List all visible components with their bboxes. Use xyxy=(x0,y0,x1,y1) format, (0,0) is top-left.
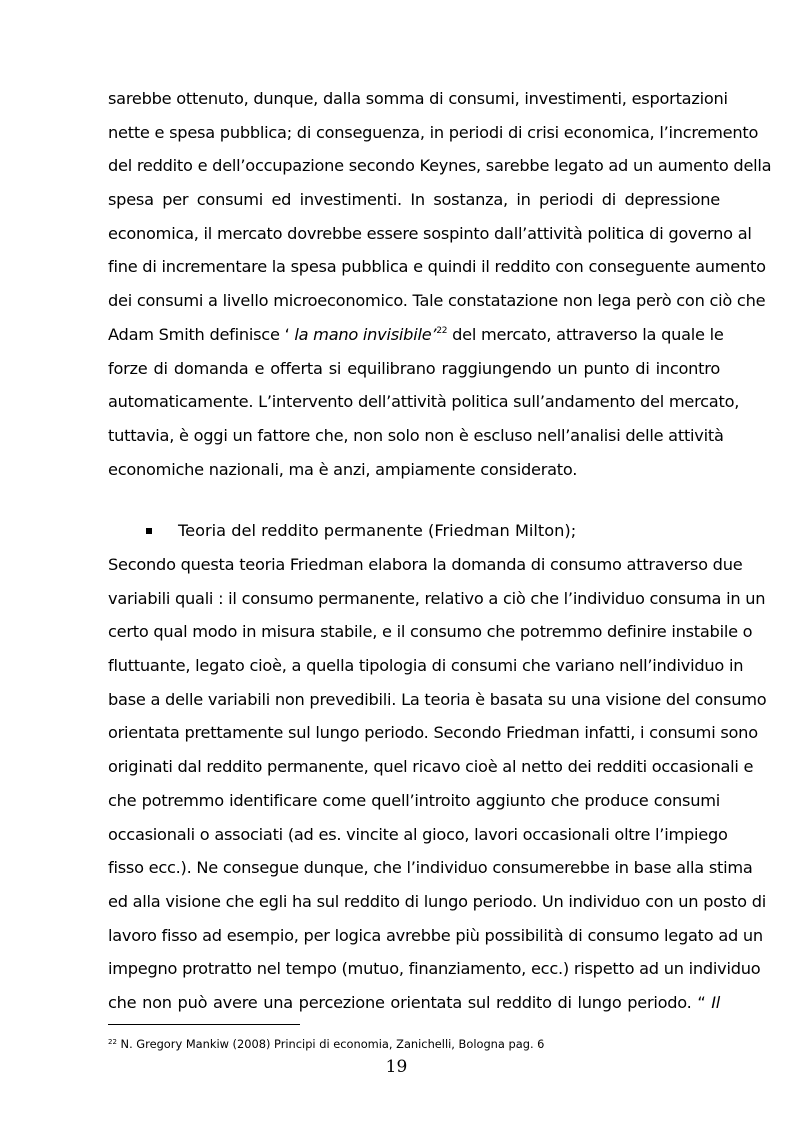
text-line: Secondo questa teoria Friedman elabora la domanda di consumo attraverso due xyxy=(108,555,743,574)
text-line: fine di incrementare la spesa pubblica e quindi il reddito con conseguente aumento xyxy=(108,257,766,277)
footnote xyxy=(108,1037,544,1051)
text-line: forze di domanda e offerta si equilibrano raggiungendo un punto di incontro xyxy=(108,358,720,378)
quote-start: Il xyxy=(711,992,720,1012)
text-line: dei consumi a livello microeconomico. Tale constatazione non lega però con ciò che xyxy=(108,291,766,311)
text-line: economiche nazionali, ma è anzi, ampiamente considerato. xyxy=(108,459,578,479)
text-line: certo qual modo in misura stabile, e il consumo che potremmo definire instabile o xyxy=(108,622,753,642)
footnote-separator xyxy=(108,1024,300,1025)
text-line: fisso ecc.). Ne consegue dunque, che l’individuo consumerebbe in base alla stima xyxy=(108,858,753,878)
text-line: economica, il mercato dovrebbe essere sospinto dall’attività politica di governo al xyxy=(108,223,752,243)
text-line: variabili quali : il consumo permanente, relativo a ciò che l’individuo consuma in un xyxy=(108,588,766,608)
text-line: automaticamente. L’intervento dell’attività politica sull’andamento del mercato, xyxy=(108,392,740,412)
bullet-item xyxy=(108,516,720,546)
line-start: che non può avere una percezione orientata sul reddito di lungo periodo. “ xyxy=(108,992,712,1012)
paragraph-friedman xyxy=(108,548,767,1020)
text-line: del reddito e dell’occupazione secondo Keynes, sarebbe legato ad un aumento della xyxy=(108,156,772,176)
paragraph-keynes xyxy=(108,82,772,486)
bullet-text: Teoria del reddito permanente (Friedman Milton); xyxy=(178,521,577,540)
text-line: ed alla visione che egli ha sul reddito di lungo periodo. Un individuo con un posto di xyxy=(108,891,766,911)
quoted-term: la mano invisibile’ xyxy=(294,324,437,344)
text-line: fluttuante, legato cioè, a quella tipologia di consumi che variano nell’individuo in xyxy=(108,656,744,676)
text-line: che potremmo identificare come quell’introito aggiunto che produce consumi xyxy=(108,790,720,810)
text-line: tuttavia, è oggi un fattore che, non solo non è escluso nell’analisi delle attività xyxy=(108,425,724,445)
text-line: occasionali o associati (ad es. vincite al gioco, lavori occasionali oltre l’impiego xyxy=(108,824,728,844)
text-line: spesa per consumi ed investimenti. In sostanza, in periodi di depressione xyxy=(108,190,720,210)
text-line: orientata prettamente sul lungo periodo. Secondo Friedman infatti, i consumi sono xyxy=(108,723,758,743)
line-start: Adam Smith definisce ‘ xyxy=(108,324,295,344)
text-line-with-citation xyxy=(108,318,724,352)
footnote-reference[interactable]: 22 xyxy=(436,325,448,336)
text-line: impegno protratto nel tempo (mutuo, finanziamento, ecc.) rispetto ad un individuo xyxy=(108,959,761,979)
page-number: 19 xyxy=(385,1057,408,1077)
line-end: del mercato, attraverso la quale le xyxy=(447,324,724,344)
square-bullet-icon xyxy=(146,528,152,534)
text-line: base a delle variabili non prevedibili. La teoria è basata su una visione del consumo xyxy=(108,689,767,709)
text-line xyxy=(108,986,720,1020)
text-line: originati dal reddito permanente, quel ricavo cioè al netto dei redditi occasionali e xyxy=(108,757,754,777)
text-line: nette e spesa pubblica; di conseguenza, in periodi di crisi economica, l’incremento xyxy=(108,122,759,142)
text-line: sarebbe ottenuto, dunque, dalla somma di consumi, investimenti, esportazioni xyxy=(108,89,728,108)
footnote-text: N. Gregory Mankiw (2008) Principi di economia, Zanichelli, Bologna pag. 6 xyxy=(116,1037,545,1051)
footnote-number: 22 xyxy=(108,1038,117,1046)
text-line: lavoro fisso ad esempio, per logica avrebbe più possibilità di consumo legato ad un xyxy=(108,925,763,945)
